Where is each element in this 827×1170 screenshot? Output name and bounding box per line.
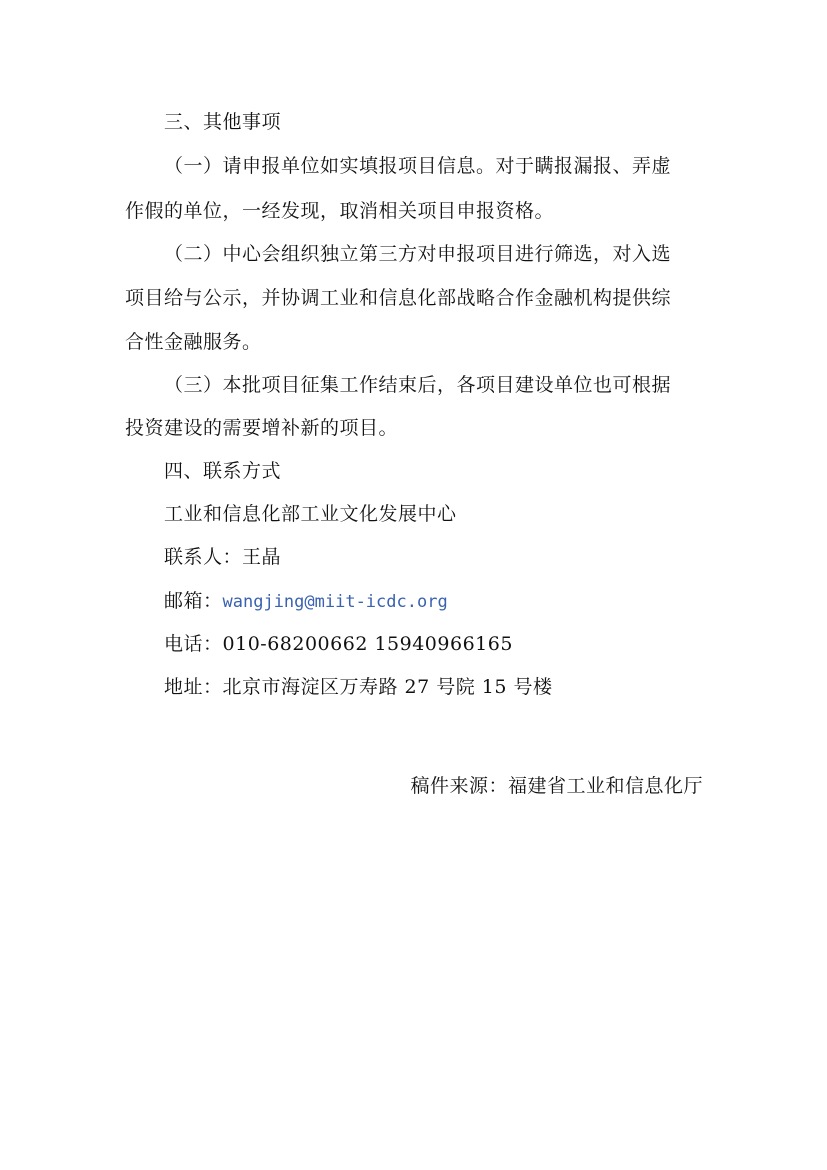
item2-line1: （二）中心会组织独立第三方对申报项目进行筛选，对入选	[164, 243, 672, 265]
source-note: 稿件来源：福建省工业和信息化厅	[410, 775, 703, 797]
phone-row	[164, 632, 513, 656]
section4-heading: 四、联系方式	[164, 460, 282, 482]
item3-line1: （三）本批项目征集工作结束后，各项目建设单位也可根据	[164, 374, 672, 396]
email-link[interactable]: wangjing@miit-icdc.org	[222, 592, 448, 612]
contact-label: 联系人：	[164, 546, 243, 568]
item1-line2: 作假的单位，一经发现，取消相关项目申报资格。	[125, 200, 555, 222]
phone-label: 电话：	[164, 633, 223, 655]
phone-value: 010-68200662 15940966165	[222, 633, 513, 655]
email-label: 邮箱：	[164, 590, 223, 612]
contact-name: 王晶	[242, 546, 282, 568]
address-value: 北京市海淀区万寿路 27 号院 15 号楼	[222, 676, 553, 698]
item3-line2: 投资建设的需要增补新的项目。	[125, 417, 399, 439]
item1-line1: （一）请申报单位如实填报项目信息。对于瞒报漏报、弄虚	[164, 155, 672, 177]
item2-line3: 合性金融服务。	[125, 331, 262, 353]
contact-person	[164, 545, 281, 569]
address-row	[164, 675, 553, 699]
section3-heading: 三、其他事项	[164, 111, 282, 133]
item2-line2: 项目给与公示，并协调工业和信息化部战略合作金融机构提供综	[125, 287, 672, 309]
org-name: 工业和信息化部工业文化发展中心	[164, 503, 457, 525]
email-row	[164, 589, 448, 614]
address-label: 地址：	[164, 676, 223, 698]
